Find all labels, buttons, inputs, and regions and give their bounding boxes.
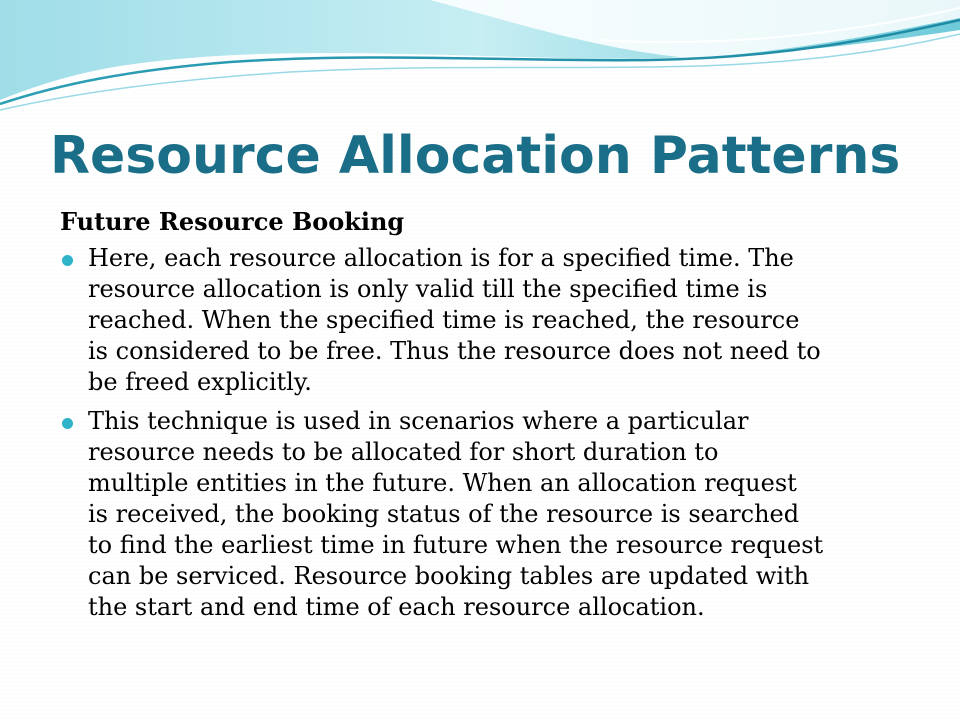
slide-title: Resource Allocation Patterns	[50, 126, 901, 186]
bullet-item	[60, 406, 920, 623]
bullet-line: is considered to be free. Thus the resource does not need to	[88, 337, 821, 365]
bullet-line: reached. When the specified time is reached, the resource	[88, 306, 800, 334]
bullet-line: resource needs to be allocated for short duration to	[88, 438, 719, 466]
bullet-line: can be serviced. Resource booking tables are updated with	[88, 562, 810, 590]
bullet-line: is received, the booking status of the resource is searched	[88, 500, 800, 528]
bullet-line: This technique is used in scenarios where a particular	[88, 407, 749, 435]
bullet-dot-icon	[62, 418, 73, 429]
bullet-line: to find the earliest time in future when the resource request	[88, 531, 824, 559]
bullet-item	[60, 243, 920, 398]
bullet-line: Here, each resource allocation is for a specified time. The	[88, 244, 794, 272]
bullet-dot-icon	[62, 255, 73, 266]
bullet-line: the start and end time of each resource allocation.	[88, 593, 705, 621]
section-subheading: Future Resource Booking	[60, 207, 405, 236]
header-wave-decoration	[0, 0, 960, 120]
slide-content	[60, 203, 920, 631]
bullet-line: resource allocation is only valid till the specified time is	[88, 275, 768, 303]
bullet-list	[60, 243, 920, 623]
bullet-line: multiple entities in the future. When an allocation request	[88, 469, 797, 497]
bullet-line: be freed explicitly.	[88, 368, 312, 396]
